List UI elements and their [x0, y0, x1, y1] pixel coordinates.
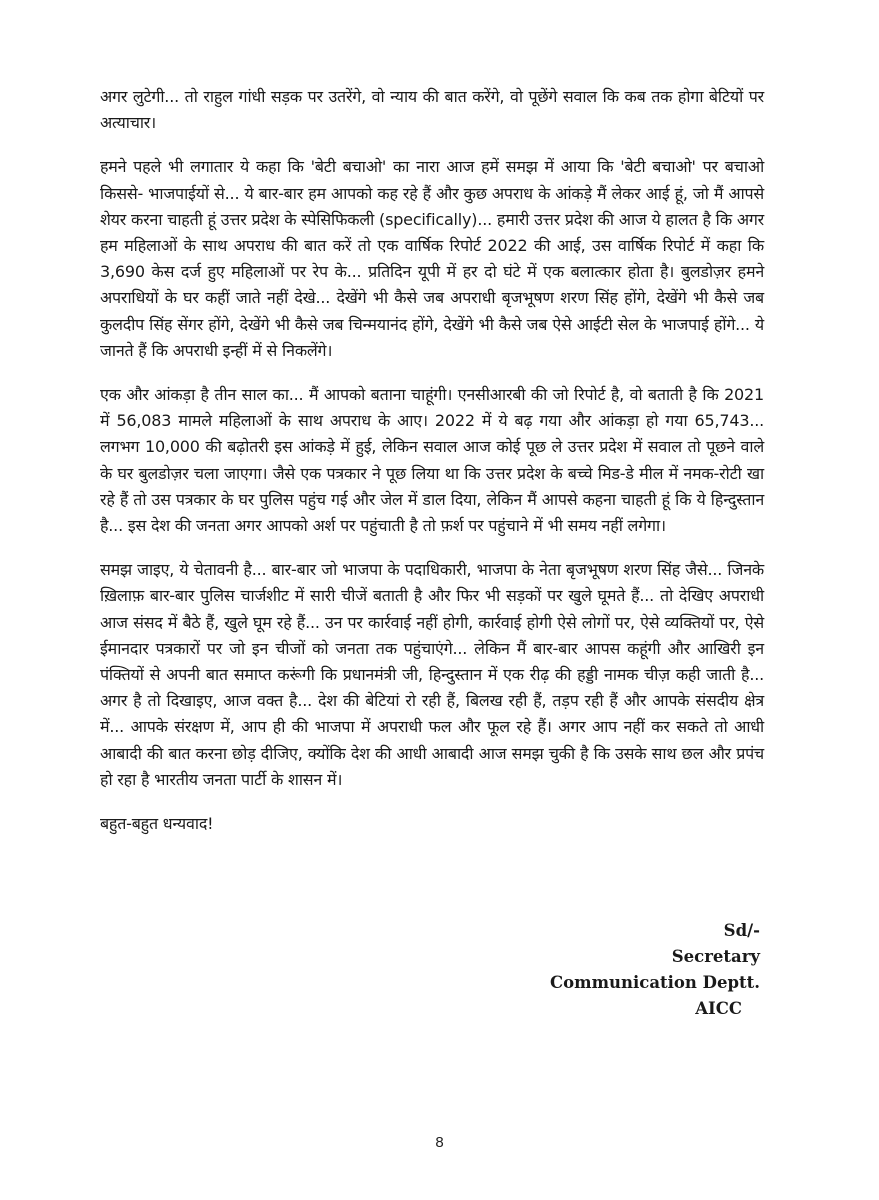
closing-thanks: बहुत-बहुत धन्यवाद! [100, 814, 214, 834]
paragraph-2: हमने पहले भी लगातार ये कहा कि 'बेटी बचाओ' का नारा आज हमें समझ में आया कि 'बेटी बचाओ' पर बचाओ किससे- भाजपाईयों से... ये बार-बार हम आपको कह रहे हैं और कुछ अपराध के आंकड़े मैं लेकर आई हूं, जो मैं आपसे शेयर करना चाहती हूं उत्तर प्रदेश के स्पेसिफिकली (specifically)... हमारी उत्तर प्रदेश की आज ये हालत है कि अगर हम महिलाओं के साथ अपराध की बात करें तो एक वार्षिक रिपोर्ट 2022 की आई, उस वार्षिक रिपोर्ट में कहा कि 3,690 केस दर्ज हुए महिलाओं पर रेप के... प्रतिदिन यूपी में हर दो घंटे में एक बलात्कार होता है। बुलडोज़र हमने अपराधियों के घर कहीं जाते नहीं देखे... देखेंगे भी कैसे जब अपराधी बृजभूषण शरण सिंह होंगे, देखेंगे भी कैसे जब कुलदीप सिंह सेंगर होंगे, देखेंगे भी कैसे जब चिन्मयानंद होंगे, देखेंगे भी कैसे जब ऐसे आईटी सेल के भाजपाई होंगे... ये जानते हैं कि अपराधी इन्हीं में से निकलेंगे। [100, 157, 764, 360]
signature-organization: AICC [695, 999, 742, 1018]
paragraph-3: एक और आंकड़ा है तीन साल का... मैं आपको बताना चाहूंगी। एनसीआरबी की जो रिपोर्ट है, वो बताती है कि 2021 में 56,083 मामले महिलाओं के साथ अपराध के आए। 2022 में ये बढ़ गया और आंकड़ा हो गया 65,743... लगभग 10,000 की बढ़ोतरी इस आंकड़े में हुई, लेकिन सवाल आज कोई पूछ ले उत्तर प्रदेश में सवाल तो पूछने वाले के घर बुलडोज़र चला जाएगा। जैसे एक पत्रकार ने पूछ लिया था कि उत्तर प्रदेश के बच्चे मिड-डे मील में नमक-रोटी खा रहे हैं तो उस पत्रकार के घर पुलिस पहुंच गई और जेल में डाल दिया, लेकिन मैं आपसे कहना चाहती हूं कि ये हिन्दुस्तान है... इस देश की जनता अगर आपको अर्श पर पहुंचाती है तो फ़र्श पर पहुंचाने में भी समय नहीं लगेगा। [100, 385, 764, 536]
signature-department: Communication Deptt. [549, 973, 760, 992]
signature-block [520, 918, 760, 1022]
signature-designation: Secretary [671, 947, 760, 966]
page-number: 8 [435, 1134, 444, 1151]
paragraph-1: अगर लुटेगी... तो राहुल गांधी सड़क पर उतरेंगे, वो न्याय की बात करेंगे, वो पूछेंगे सवाल कि कब तक होगा बेटियों पर अत्याचार। [100, 87, 764, 133]
signature-sd: Sd/- [723, 921, 760, 940]
paragraph-4: समझ जाइए, ये चेतावनी है... बार-बार जो भाजपा के पदाधिकारी, भाजपा के नेता बृजभूषण शरण सिंह जैसे... जिनके ख़िलाफ़ बार-बार पुलिस चार्जशीट में सारी चीजें बताती है और फिर भी सड़कों पर खुले घूमते हैं... तो देखिए अपराधी आज संसद में बैठे हैं, खुले घूम रहे हैं... उन पर कार्रवाई नहीं होगी, कार्रवाई होगी ऐसे लोगों पर, ऐसे व्यक्तियों पर, ऐसे ईमानदार पत्रकारों पर जो इन चीजों को जनता तक पहुंचाएंगे... लेकिन मैं बार-बार आपस कहूंगी और आखिरी इन पंक्तियों से अपनी बात समाप्त करूंगी कि प्रधानमंत्री जी, हिन्दुस्तान में एक रीढ़ की हड्डी नामक चीज़ कही जाती है... अगर है तो दिखाइए, आज वक्त है... देश की बेटियां रो रही हैं, बिलख रही हैं, तड़प रही हैं और आपके संसदीय क्षेत्र में... आपके संरक्षण में, आप ही की भाजपा में अपराधी फल और फूल रहे हैं। अगर आप नहीं कर सकते तो आधी आबादी की बात करना छोड़ दीजिए, क्योंकि देश की आधी आबादी आज समझ चुकी है कि उसके साथ छल और प्रपंच हो रहा है भारतीय जनता पार्टी के शासन में। [100, 560, 764, 789]
document-body [100, 84, 764, 855]
